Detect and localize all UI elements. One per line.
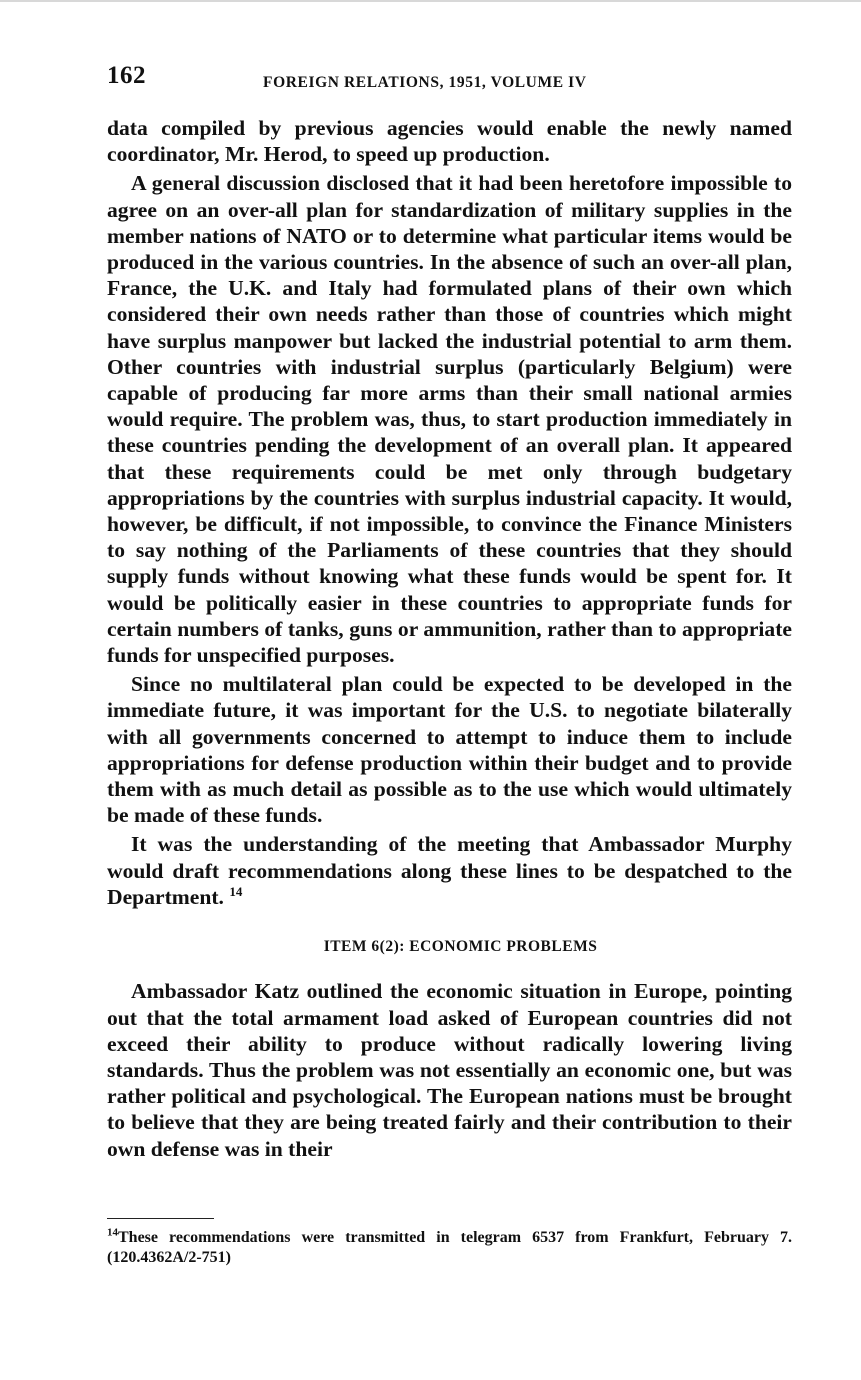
body-text	[107, 115, 792, 1162]
footnote-reference: 14	[229, 883, 243, 899]
footnote-divider	[107, 1218, 214, 1219]
paragraph-economic-situation: Ambassador Katz outlined the economic situation in Europe, pointing out that the total armament load asked of European countries did not exceed their ability to produce without radically lowering living standards. Thus the problem was not essentially an economic one, but was rather political and psychological. The European nations must be brought to believe that they are being treated fairly and their contribution to their own defense was in their	[107, 979, 792, 1161]
footnote	[107, 1228, 792, 1268]
footnote-text: These recommendations were transmitted in telegram 6537 from Frankfurt, February 7. (120.4362A/2-751)	[107, 1229, 792, 1266]
footnote-number: 14	[107, 1226, 118, 1239]
paragraph-understanding	[107, 831, 792, 910]
paragraph-continued: data compiled by previous agencies would enable the newly named coordinator, Mr. Herod, to speed up production.	[107, 116, 792, 167]
paragraph-understanding-text: It was the understanding of the meeting that Ambassador Murphy would draft recommendations along these lines to be despatched to the Department.	[107, 832, 792, 909]
page-header	[107, 62, 797, 98]
paragraph-multilateral-plan: Since no multilateral plan could be expected to be developed in the immediate future, it was important for the U.S. to negotiate bilaterally with all governments concerned to attempt to induce them to include appropriations for defense production within their budget and to provide them with as much detail as possible as to the use which would ultimately be made of these funds.	[107, 672, 792, 828]
page-top-edge	[0, 0, 861, 2]
running-head: FOREIGN RELATIONS, 1951, VOLUME IV	[263, 74, 587, 91]
section-heading: ITEM 6(2): ECONOMIC PROBLEMS	[323, 938, 598, 956]
page-number: 162	[107, 62, 146, 89]
paragraph-general-discussion: A general discussion disclosed that it had been heretofore impossible to agree on an over-all plan for standardization of military supplies in the member nations of NATO or to determine what particular items would be produced in the various countries. In the absence of such an over-all plan, France, the U.K. and Italy had formulated plans of their own which considered their own needs rather than those of countries which might have surplus manpower but lacked the industrial potential to arm them. Other countries with industrial surplus (particularly Belgium) were capable of producing far more arms than their small national armies would require. The problem was, thus, to start production immediately in these countries pending the development of an overall plan. It appeared that these requirements could be met only through budgetary appropriations by the countries with surplus industrial capacity. It would, however, be difficult, if not impossible, to convince the Finance Ministers to say nothing of the Parliaments of these countries that they should supply funds without knowing what these funds would be spent for. It would be politically easier in these countries to appropriate funds for certain numbers of tanks, guns or ammunition, rather than to appropriate funds for unspecified purposes.	[107, 171, 792, 668]
